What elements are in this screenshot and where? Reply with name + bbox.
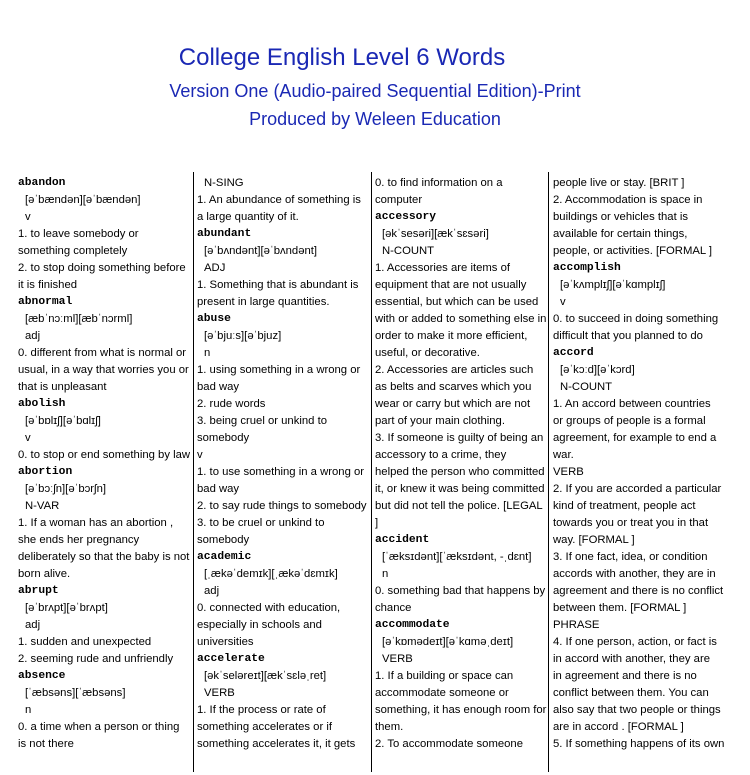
entry-meta: [əˈbjuːs][əˈbjuz] — [204, 330, 282, 342]
definition-line: them. — [375, 721, 404, 733]
publisher-line: Produced by Weleen Education — [249, 109, 501, 129]
definition-line: 3. to be cruel or unkind to — [197, 517, 325, 529]
definition-line: accessory to a crime, they — [375, 449, 507, 461]
headword: abundant — [197, 228, 252, 240]
definition-line: v — [197, 449, 203, 461]
word-column-4 — [553, 175, 733, 775]
definition-line: also say that two people or things — [553, 704, 721, 716]
definition-line: 1. An abundance of something is — [197, 194, 361, 206]
definition-line: 1. sudden and unexpected — [18, 636, 152, 648]
headword: accommodate — [375, 619, 450, 631]
definition-line: in agreement and there is no — [553, 670, 697, 682]
definition-line: something accelerates it, it gets — [197, 738, 356, 750]
definition-line: PHRASE — [553, 619, 600, 631]
definition-line: towards you or treat you in that — [553, 517, 709, 529]
definition-line: difficult that you planned to do — [553, 330, 703, 342]
definition-line: 2. If you are accorded a particular — [553, 483, 722, 495]
entry-meta: [əˈkɒmədeɪt][əˈkɑməˌdeɪt] — [382, 636, 514, 648]
definition-line: 2. To accommodate someone — [375, 738, 523, 750]
entry-meta: n — [382, 568, 389, 580]
definition-line: 2. Accommodation is space in — [553, 194, 703, 206]
definition-line: 1. If a woman has an abortion , — [18, 517, 174, 529]
entry-meta: adj — [25, 330, 41, 342]
definition-line: wear or carry but which are not — [375, 398, 531, 410]
definition-line: are in accord . [FORMAL ] — [553, 721, 684, 733]
definition-line: 2. seeming rude and unfriendly — [18, 653, 174, 665]
entry-meta: [əˈbʌndənt][əˈbʌndənt] — [204, 245, 318, 257]
definition-line: deliberately so that the baby is not — [18, 551, 190, 563]
definition-line: 1. An accord between countries — [553, 398, 711, 410]
definition-line: 1. to use something in a wrong or — [197, 466, 365, 478]
entry-meta: [əkˈsesəri][ækˈsɛsəri] — [382, 228, 489, 240]
definition-line: universities — [197, 636, 254, 648]
definition-line: accords with another, they are in — [553, 568, 716, 580]
page-subtitle: Version One (Audio-paired Sequential Edition)-Print — [169, 81, 581, 101]
column-divider — [371, 172, 372, 772]
definition-line: 1. If the process or rate of — [197, 704, 326, 716]
entry-meta: [əˈbrʌpt][əˈbrʌpt] — [25, 602, 108, 614]
definition-line: present in large quantities. — [197, 296, 330, 308]
entry-meta: ADJ — [204, 262, 226, 274]
definition-line: equipment that are not usually — [375, 279, 527, 291]
headword: accessory — [375, 211, 437, 223]
definition-line: 1. using something in a wrong or — [197, 364, 361, 376]
definition-line: that is unpleasant — [18, 381, 107, 393]
definition-line: 1. to leave somebody or — [18, 228, 139, 240]
definition-line: 3. If someone is guilty of being an — [375, 432, 544, 444]
definition-line: born alive. — [18, 568, 71, 580]
definition-line: 2. Accessories are articles such — [375, 364, 534, 376]
definition-line: something accelerates or if — [197, 721, 333, 733]
column-divider — [193, 172, 194, 772]
entry-meta: [əˈkɔːd][əˈkɔrd] — [560, 364, 635, 376]
definition-line: 0. something bad that happens by — [375, 585, 546, 597]
entry-meta: [ˌækəˈdemɪk][ˌækəˈdɛmɪk] — [204, 568, 338, 580]
entry-meta: N-COUNT — [560, 381, 613, 393]
definition-line: people, or activities. [FORMAL ] — [553, 245, 713, 257]
definition-line: 1. Something that is abundant is — [197, 279, 359, 291]
definition-line: 1. Accessories are items of — [375, 262, 510, 274]
word-column-1 — [18, 175, 192, 775]
definition-line: chance — [375, 602, 412, 614]
definition-line: way. [FORMAL ] — [553, 534, 635, 546]
headword: accomplish — [553, 262, 621, 274]
entry-meta: v — [25, 432, 31, 444]
definition-line: she ends her pregnancy — [18, 534, 140, 546]
definition-line: somebody — [197, 432, 250, 444]
headword: abortion — [18, 466, 73, 478]
entry-meta: n — [204, 347, 211, 359]
headword: absence — [18, 670, 66, 682]
entry-meta: [əkˈseləreɪt][ækˈsɛləˌret] — [204, 670, 327, 682]
headword: abuse — [197, 313, 231, 325]
entry-meta: VERB — [204, 687, 235, 699]
definition-line: as belts and scarves which you — [375, 381, 532, 393]
definition-line: ] — [375, 517, 379, 529]
column-divider — [548, 172, 549, 772]
entry-meta: [əˈbɒlɪʃ][əˈbɑlɪʃ] — [25, 415, 101, 427]
definition-line: 2. to stop doing something before — [18, 262, 186, 274]
entry-meta: [əˈbændən][əˈbændən] — [25, 194, 141, 206]
definition-line: bad way — [197, 381, 240, 393]
entry-meta: VERB — [382, 653, 413, 665]
definition-line: in accord with another, they are — [553, 653, 710, 665]
headword: accident — [375, 534, 430, 546]
entry-meta: N-VAR — [25, 500, 60, 512]
definition-line: 0. different from what is normal or — [18, 347, 187, 359]
definition-line: order to make it more efficient, — [375, 330, 528, 342]
entry-meta: [əˈkʌmplɪʃ][əˈkɑmplɪʃ] — [560, 279, 666, 291]
definition-line: between them. [FORMAL ] — [553, 602, 687, 614]
definition-line: but did not tell the police. [LEGAL — [375, 500, 543, 512]
definition-line: 0. to stop or end something by law — [18, 449, 191, 461]
definition-line: essential, but which can be used — [375, 296, 539, 308]
page-title: College English Level 6 Words — [178, 44, 506, 71]
definition-line: with or added to something else in — [375, 313, 547, 325]
definition-line: bad way — [197, 483, 240, 495]
definition-line: useful, or decorative. — [375, 347, 480, 359]
definition-line: somebody — [197, 534, 250, 546]
definition-line: 2. rude words — [197, 398, 266, 410]
definition-line: 0. to find information on a — [375, 177, 503, 189]
definition-line: part of your main clothing. — [375, 415, 505, 427]
headword: abnormal — [18, 296, 73, 308]
definition-line: kind of treatment, people act — [553, 500, 696, 512]
definition-line: agreement, for example to end a — [553, 432, 717, 444]
definition-line: conflict between them. You can — [553, 687, 709, 699]
entry-meta: v — [560, 296, 566, 308]
definition-line: a large quantity of it. — [197, 211, 299, 223]
headword: accord — [553, 347, 594, 359]
entry-meta: n — [25, 704, 32, 716]
entry-meta: v — [25, 211, 31, 223]
definition-line: agreement and there is no conflict — [553, 585, 724, 597]
definition-line: 5. If something happens of its own — [553, 738, 725, 750]
definition-line: helped the person who committed — [375, 466, 545, 478]
definition-line: usual, in a way that worries you or — [18, 364, 189, 376]
definition-line: something completely — [18, 245, 128, 257]
definition-line: 3. If one fact, idea, or condition — [553, 551, 708, 563]
entry-meta: adj — [204, 585, 220, 597]
definition-line: 1. If a building or space can — [375, 670, 514, 682]
definition-line: it, or knew it was being committed — [375, 483, 545, 495]
entry-meta: N-COUNT — [382, 245, 435, 257]
definition-line: 3. being cruel or unkind to — [197, 415, 327, 427]
headword: abandon — [18, 177, 66, 189]
definition-line: 4. If one person, action, or fact is — [553, 636, 717, 648]
definition-line: VERB — [553, 466, 584, 478]
entry-meta: [ˈæksɪdənt][ˈæksɪdənt, -ˌdɛnt] — [382, 551, 532, 563]
headword: academic — [197, 551, 252, 563]
entry-meta: [æbˈnɔːml][æbˈnɔrml] — [25, 313, 133, 325]
definition-line: especially in schools and — [197, 619, 322, 631]
headword: abolish — [18, 398, 66, 410]
definition-line: 2. to say rude things to somebody — [197, 500, 367, 512]
entry-meta: [əˈbɔːʃn][əˈbɔrʃn] — [25, 483, 106, 495]
entry-meta: N-SING — [204, 177, 244, 189]
headword: accelerate — [197, 653, 265, 665]
definition-line: 0. connected with education, — [197, 602, 341, 614]
definition-line: people live or stay. [BRIT ] — [553, 177, 685, 189]
definition-line: is not there — [18, 738, 74, 750]
definition-line: buildings or vehicles that is — [553, 211, 689, 223]
definition-line: something, it has enough room for — [375, 704, 547, 716]
definition-line: 0. a time when a person or thing — [18, 721, 180, 733]
definition-line: 0. to succeed in doing something — [553, 313, 719, 325]
definition-line: war. — [553, 449, 574, 461]
definition-line: accommodate someone or — [375, 687, 509, 699]
definition-line: or groups of people is a formal — [553, 415, 706, 427]
entry-meta: [ˈæbsəns][ˈæbsəns] — [25, 687, 126, 699]
definition-line: computer — [375, 194, 423, 206]
word-column-2 — [197, 175, 369, 775]
word-column-3 — [375, 175, 547, 775]
headword: abrupt — [18, 585, 59, 597]
entry-meta: adj — [25, 619, 41, 631]
definition-line: available for certain things, — [553, 228, 688, 240]
definition-line: it is finished — [18, 279, 78, 291]
